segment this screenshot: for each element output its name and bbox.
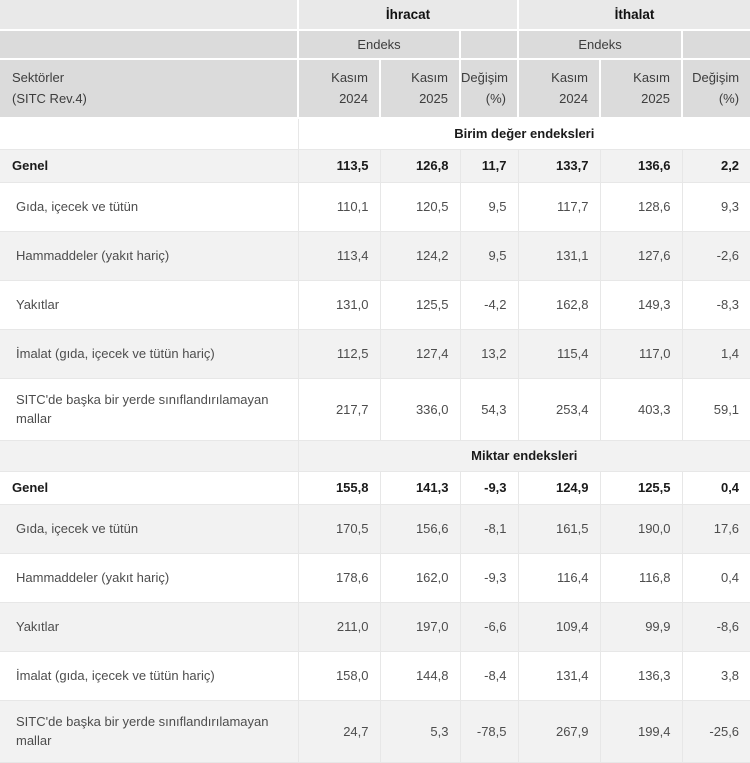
- value-cell: 3,8: [682, 651, 750, 700]
- column-header-row: [0, 59, 750, 118]
- value-cell: 120,5: [380, 182, 460, 231]
- spacer-cell: [0, 30, 298, 59]
- value-cell: 124,9: [518, 471, 600, 504]
- value-cell: 199,4: [600, 700, 682, 762]
- table-row: [0, 329, 750, 378]
- value-cell: 162,0: [380, 553, 460, 602]
- value-cell: 2,2: [682, 149, 750, 182]
- table-row: [0, 553, 750, 602]
- sector-label-cell: Genel: [0, 149, 298, 182]
- imports-group-header: İthalat: [518, 0, 750, 30]
- value-cell: -8,1: [460, 504, 518, 553]
- value-cell: -78,5: [460, 700, 518, 762]
- value-cell: 13,2: [460, 329, 518, 378]
- value-cell: 110,1: [298, 182, 380, 231]
- value-cell: 155,8: [298, 471, 380, 504]
- value-cell: 211,0: [298, 602, 380, 651]
- table-row: [0, 231, 750, 280]
- value-cell: 24,7: [298, 700, 380, 762]
- value-cell: 113,5: [298, 149, 380, 182]
- sector-label-cell: Hammaddeler (yakıt hariç): [0, 553, 298, 602]
- sector-label-cell: Genel: [0, 471, 298, 504]
- value-cell: 133,7: [518, 149, 600, 182]
- spacer-cell: [460, 30, 518, 59]
- value-cell: 117,0: [600, 329, 682, 378]
- value-cell: 115,4: [518, 329, 600, 378]
- value-cell: 1,4: [682, 329, 750, 378]
- section-title: Birim değer endeksleri: [298, 118, 750, 149]
- sector-label-cell: SITC'de başka bir yerde sınıflandırılamayan mallar: [0, 700, 298, 762]
- imports-period-2024-header: Kasım 2024: [518, 59, 600, 118]
- value-cell: -25,6: [682, 700, 750, 762]
- value-cell: 9,5: [460, 182, 518, 231]
- section-header-row: [0, 118, 750, 149]
- value-cell: 124,2: [380, 231, 460, 280]
- value-cell: 9,3: [682, 182, 750, 231]
- exports-period-2025-header: Kasım 2025: [380, 59, 460, 118]
- value-cell: 158,0: [298, 651, 380, 700]
- exports-change-header: Değişim (%): [460, 59, 518, 118]
- value-cell: 112,5: [298, 329, 380, 378]
- value-cell: 126,8: [380, 149, 460, 182]
- value-cell: 267,9: [518, 700, 600, 762]
- spacer-cell: [682, 30, 750, 59]
- value-cell: -9,3: [460, 553, 518, 602]
- sector-label-cell: Gıda, içecek ve tütün: [0, 504, 298, 553]
- value-cell: 109,4: [518, 602, 600, 651]
- value-cell: 0,4: [682, 471, 750, 504]
- value-cell: 116,8: [600, 553, 682, 602]
- value-cell: 11,7: [460, 149, 518, 182]
- value-cell: 141,3: [380, 471, 460, 504]
- sector-column-header: [0, 59, 298, 118]
- exports-period-2024-header: Kasım 2024: [298, 59, 380, 118]
- sector-header-line2: (SITC Rev.4): [12, 90, 87, 106]
- section-spacer-cell: [0, 118, 298, 149]
- sector-header-line1: Sektörler: [12, 70, 65, 86]
- section-spacer-cell: [0, 440, 298, 471]
- value-cell: 144,8: [380, 651, 460, 700]
- corner-cell: [0, 0, 298, 30]
- value-cell: 127,6: [600, 231, 682, 280]
- value-cell: 336,0: [380, 378, 460, 440]
- sector-label-cell: İmalat (gıda, içecek ve tütün hariç): [0, 329, 298, 378]
- value-cell: 5,3: [380, 700, 460, 762]
- table-row: [0, 280, 750, 329]
- value-cell: -2,6: [682, 231, 750, 280]
- value-cell: 117,7: [518, 182, 600, 231]
- value-cell: 0,4: [682, 553, 750, 602]
- value-cell: 162,8: [518, 280, 600, 329]
- value-cell: 131,4: [518, 651, 600, 700]
- index-header-row: [0, 30, 750, 59]
- value-cell: 59,1: [682, 378, 750, 440]
- value-cell: -9,3: [460, 471, 518, 504]
- table-body: [0, 118, 750, 762]
- exports-index-header: Endeks: [298, 30, 460, 59]
- sector-label-cell: Yakıtlar: [0, 280, 298, 329]
- table-row: [0, 700, 750, 762]
- value-cell: 156,6: [380, 504, 460, 553]
- value-cell: 17,6: [682, 504, 750, 553]
- table-row: [0, 149, 750, 182]
- value-cell: 9,5: [460, 231, 518, 280]
- value-cell: 125,5: [600, 471, 682, 504]
- value-cell: 149,3: [600, 280, 682, 329]
- value-cell: -8,6: [682, 602, 750, 651]
- table-row: [0, 504, 750, 553]
- value-cell: 178,6: [298, 553, 380, 602]
- value-cell: 125,5: [380, 280, 460, 329]
- sector-label-cell: SITC'de başka bir yerde sınıflandırılamayan mallar: [0, 378, 298, 440]
- section-header-row: [0, 440, 750, 471]
- table-row: [0, 651, 750, 700]
- value-cell: 170,5: [298, 504, 380, 553]
- value-cell: 161,5: [518, 504, 600, 553]
- sector-label-cell: İmalat (gıda, içecek ve tütün hariç): [0, 651, 298, 700]
- value-cell: 127,4: [380, 329, 460, 378]
- value-cell: -8,4: [460, 651, 518, 700]
- sector-label-cell: Gıda, içecek ve tütün: [0, 182, 298, 231]
- value-cell: 253,4: [518, 378, 600, 440]
- value-cell: 131,1: [518, 231, 600, 280]
- table-row: [0, 378, 750, 440]
- value-cell: 136,3: [600, 651, 682, 700]
- imports-change-header: Değişim (%): [682, 59, 750, 118]
- sector-label-cell: Hammaddeler (yakıt hariç): [0, 231, 298, 280]
- value-cell: 403,3: [600, 378, 682, 440]
- value-cell: 190,0: [600, 504, 682, 553]
- table-row: [0, 602, 750, 651]
- value-cell: 197,0: [380, 602, 460, 651]
- group-header-row: [0, 0, 750, 30]
- imports-period-2025-header: Kasım 2025: [600, 59, 682, 118]
- table-row: [0, 182, 750, 231]
- value-cell: 113,4: [298, 231, 380, 280]
- sector-label-cell: Yakıtlar: [0, 602, 298, 651]
- exports-group-header: İhracat: [298, 0, 518, 30]
- value-cell: 131,0: [298, 280, 380, 329]
- section-title: Miktar endeksleri: [298, 440, 750, 471]
- value-cell: -6,6: [460, 602, 518, 651]
- value-cell: 54,3: [460, 378, 518, 440]
- value-cell: 116,4: [518, 553, 600, 602]
- value-cell: 217,7: [298, 378, 380, 440]
- value-cell: -8,3: [682, 280, 750, 329]
- table-row: [0, 471, 750, 504]
- value-cell: -4,2: [460, 280, 518, 329]
- value-cell: 128,6: [600, 182, 682, 231]
- value-cell: 136,6: [600, 149, 682, 182]
- imports-index-header: Endeks: [518, 30, 682, 59]
- value-cell: 99,9: [600, 602, 682, 651]
